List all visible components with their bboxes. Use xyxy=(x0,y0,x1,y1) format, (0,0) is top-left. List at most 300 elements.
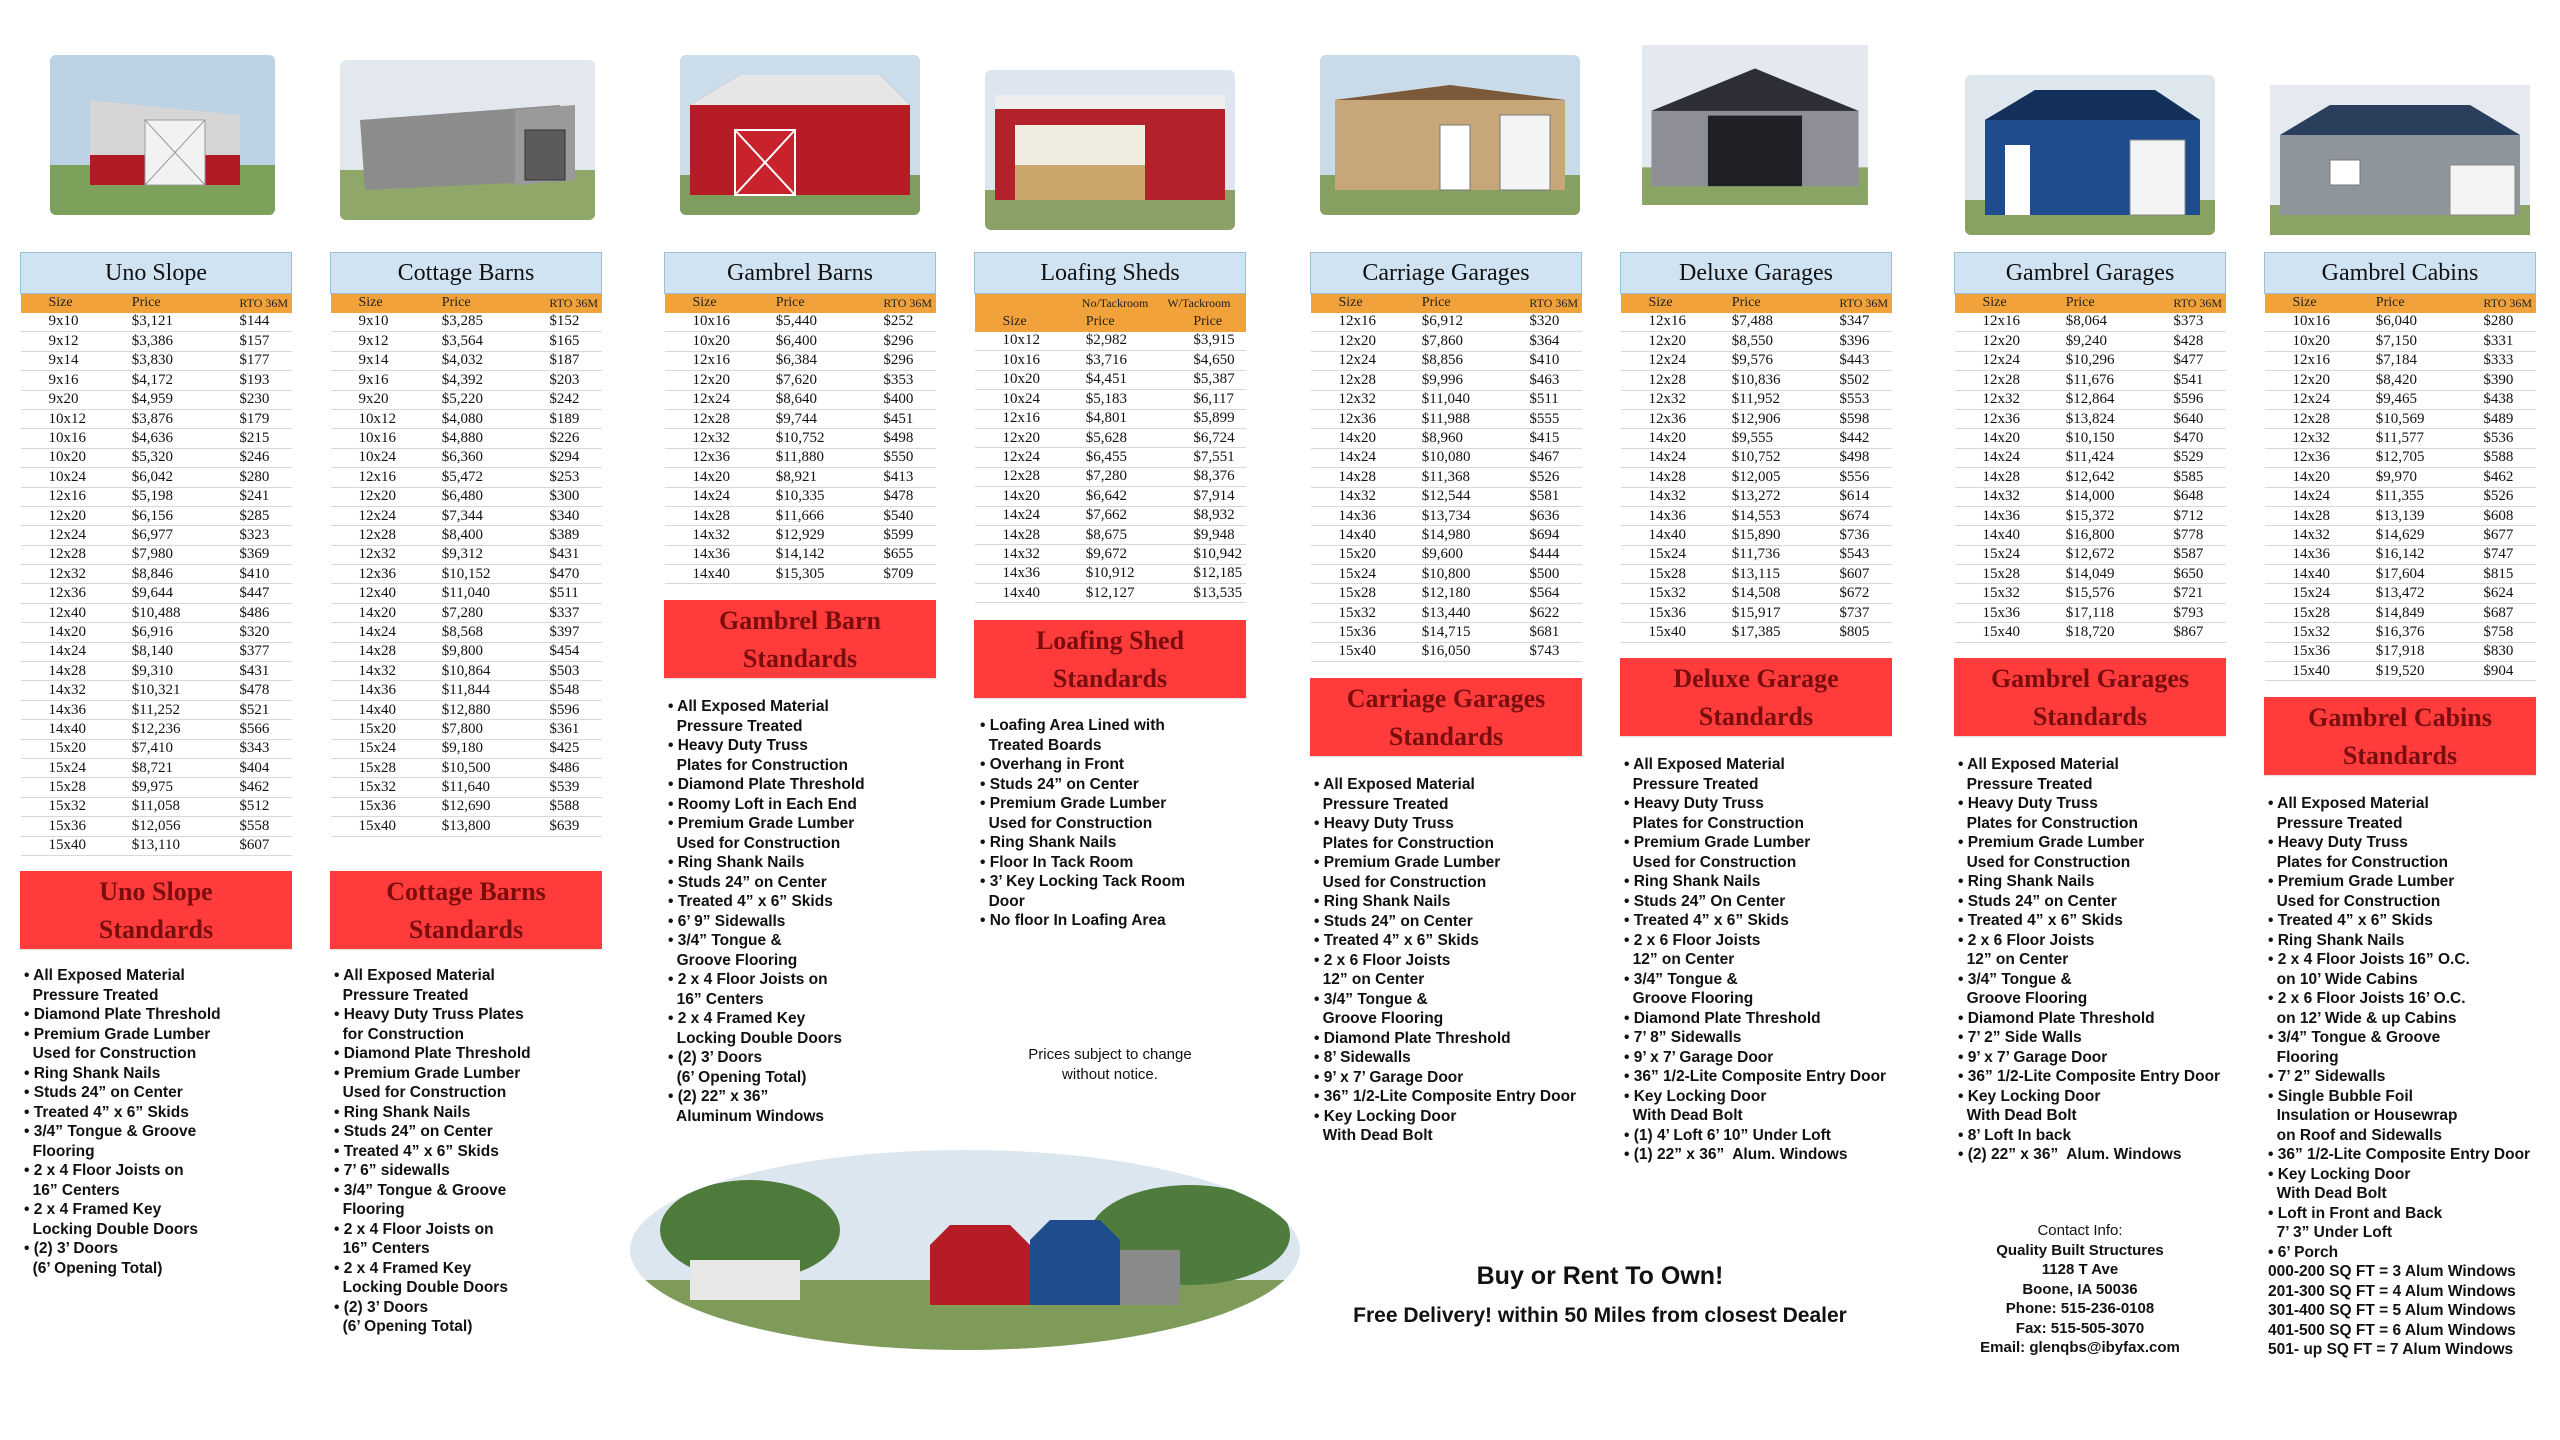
contact-heading: Contact Info: xyxy=(2037,1222,2123,1239)
rto-cell: $709 xyxy=(843,565,935,584)
feature-item: Locking Double Doors xyxy=(24,1220,198,1238)
feature-item: • 2 x 4 Framed Key xyxy=(24,1201,162,1218)
table-row xyxy=(665,409,936,428)
price-cell: $5,440 xyxy=(746,313,844,332)
price-cell: $9,975 xyxy=(102,778,200,797)
table-title: Deluxe Garages xyxy=(1621,253,1892,294)
price-cell: $10,752 xyxy=(1702,448,1800,467)
rto-cell: $596 xyxy=(509,700,601,719)
feature-item: • 7’ 6” sidewalls xyxy=(334,1162,450,1179)
size-cell: 12x24 xyxy=(1621,351,1702,370)
size-cell: 12x32 xyxy=(21,565,102,584)
price-cell: $14,715 xyxy=(1392,623,1490,642)
rto-cell: $425 xyxy=(509,739,601,758)
feature-item: • Premium Grade Lumber xyxy=(334,1064,521,1082)
rto-cell: $624 xyxy=(2443,584,2535,603)
rto-cell: $253 xyxy=(509,468,601,487)
size-cell: 12x20 xyxy=(331,487,412,506)
feature-item: • 3/4” Tongue & Groove xyxy=(2268,1029,2441,1046)
rto-cell: $397 xyxy=(509,623,601,642)
rto-header: RTO 36M xyxy=(2483,295,2533,310)
size-cell: 15x24 xyxy=(1311,565,1392,584)
rto-cell: $447 xyxy=(199,584,291,603)
rto-cell: $526 xyxy=(2443,487,2535,506)
size-cell: 12x24 xyxy=(21,526,102,545)
size-cell: 12x28 xyxy=(975,467,1056,486)
price-cell: $10,800 xyxy=(1392,565,1490,584)
rto-cell: $830 xyxy=(2443,642,2535,661)
feature-item: on 10’ Wide Cabins xyxy=(2268,970,2418,988)
feature-item: Plates for Construction xyxy=(668,756,848,774)
feature-item: • Diamond Plate Threshold xyxy=(1624,1009,1821,1027)
size-cell: 14x28 xyxy=(975,525,1056,544)
feature-item: Plates for Construction xyxy=(1958,814,2138,832)
feature-item: • 9’ x 7’ Garage Door xyxy=(1624,1048,1774,1066)
table-row xyxy=(975,390,1246,409)
rto-cell: $320 xyxy=(1489,313,1581,332)
feature-item: • Studs 24” on Center xyxy=(24,1084,183,1101)
cottage-barns-column xyxy=(330,252,602,837)
size-cell: 15x20 xyxy=(1311,545,1392,564)
price-cell: $6,040 xyxy=(2346,313,2444,332)
gambrel-cabins-features xyxy=(2268,794,2550,1360)
price-cell: $15,576 xyxy=(2036,584,2134,603)
table-row xyxy=(975,351,1246,370)
rto-cell: $867 xyxy=(2133,623,2225,642)
price-cell: $11,640 xyxy=(412,778,510,797)
price-cell: $4,959 xyxy=(102,390,200,409)
price-cell: $6,384 xyxy=(746,351,844,370)
size-cell: 12x28 xyxy=(331,526,412,545)
rto-cell: $477 xyxy=(2133,351,2225,370)
price-cell: $7,860 xyxy=(1392,332,1490,351)
rto-cell: $470 xyxy=(509,565,601,584)
price-cell: $14,142 xyxy=(746,545,844,564)
price-cell: $6,916 xyxy=(102,623,200,642)
price-cell: $12,705 xyxy=(2346,448,2444,467)
standards-subtitle: Standards xyxy=(1388,722,1504,751)
table-row xyxy=(331,526,602,545)
gambrel-barns-features xyxy=(668,697,950,1126)
rto-cell: $179 xyxy=(199,409,291,428)
table-row xyxy=(1955,584,2226,603)
rto-cell: $672 xyxy=(1799,584,1891,603)
table-row xyxy=(975,525,1246,544)
table-row xyxy=(1621,506,1892,525)
loafing-sheds-standards-banner xyxy=(974,620,1246,698)
carriage-garages-standards-banner xyxy=(1310,678,1582,756)
price-cell: $11,736 xyxy=(1702,545,1800,564)
table-row xyxy=(331,332,602,351)
feature-item: (6’ Opening Total) xyxy=(24,1259,163,1277)
feature-item: 12” on Center xyxy=(1624,951,1735,968)
size-cell: 14x32 xyxy=(21,681,102,700)
rto-cell: $353 xyxy=(843,371,935,390)
price-cell: $15,917 xyxy=(1702,603,1800,622)
size-cell: 14x24 xyxy=(1955,448,2036,467)
rto-cell: $246 xyxy=(199,448,291,467)
size-cell: 12x36 xyxy=(1621,409,1702,428)
cottage-barns-price-table xyxy=(330,252,602,837)
price-cell: $6,480 xyxy=(412,487,510,506)
size-cell: 14x20 xyxy=(21,623,102,642)
rto-cell: $462 xyxy=(199,778,291,797)
feature-item: • Premium Grade Lumber xyxy=(2268,873,2455,890)
price-cell: $2,982 xyxy=(1056,332,1154,351)
rto-cell: $410 xyxy=(199,565,291,584)
feature-item: • Premium Grade Lumber xyxy=(1958,834,2145,851)
price-cell: $17,604 xyxy=(2346,565,2444,584)
rto-cell: $498 xyxy=(843,429,935,448)
feature-item: • All Exposed Material xyxy=(1624,756,1785,773)
table-row xyxy=(2265,371,2536,390)
rto-cell: $564 xyxy=(1489,584,1581,603)
feature-item: • Studs 24” on Center xyxy=(668,873,827,891)
rto-cell: $747 xyxy=(2443,545,2535,564)
price-cell: $10,150 xyxy=(2036,429,2134,448)
price-cell: $7,280 xyxy=(412,603,510,622)
size-cell: 14x20 xyxy=(665,468,746,487)
gambrel-cabins-price-table xyxy=(2264,252,2536,681)
feature-item: • 6’ Porch xyxy=(2268,1243,2339,1261)
table-row xyxy=(1955,506,2226,525)
price-cell: $12,690 xyxy=(412,797,510,816)
feature-item: on Roof and Sidewalls xyxy=(2268,1126,2442,1144)
table-row xyxy=(331,739,602,758)
rto-cell: $778 xyxy=(2133,526,2225,545)
size-cell: 15x32 xyxy=(21,797,102,816)
table-row xyxy=(331,681,602,700)
size-cell: 14x28 xyxy=(1311,468,1392,487)
table-row xyxy=(331,371,602,390)
price-cell: $5,320 xyxy=(102,448,200,467)
rto-cell: $187 xyxy=(509,351,601,370)
price-cell: $14,508 xyxy=(1702,584,1800,603)
price-cell: $17,385 xyxy=(1702,623,1800,642)
table-row xyxy=(1621,429,1892,448)
feature-item: • Floor In Tack Room xyxy=(980,853,1134,871)
table-row xyxy=(665,313,936,332)
size-cell: 14x36 xyxy=(21,700,102,719)
contact-line: Boone, IA 50036 xyxy=(2022,1280,2138,1298)
price-header: Price xyxy=(131,295,161,311)
price-cell: $8,856 xyxy=(1392,351,1490,370)
loafing-sheds-column xyxy=(974,252,1246,603)
size-cell: 12x40 xyxy=(331,584,412,603)
rto-cell: $486 xyxy=(509,758,601,777)
table-row xyxy=(21,623,292,642)
price-cell: $9,800 xyxy=(412,642,510,661)
rto-cell: $454 xyxy=(509,642,601,661)
feature-item: • Ring Shank Nails xyxy=(24,1064,161,1082)
standards-title: Uno Slope xyxy=(99,877,213,906)
rto-cell: $470 xyxy=(2133,429,2225,448)
price-cell: $13,110 xyxy=(102,836,200,855)
table-row xyxy=(665,429,936,448)
price-cell: $7,344 xyxy=(412,506,510,525)
size-cell: 12x24 xyxy=(975,448,1056,467)
size-cell: 12x20 xyxy=(21,506,102,525)
uno-slope-photo xyxy=(50,55,275,215)
feature-item: Plates for Construction xyxy=(1314,834,1494,852)
feature-item: • Single Bubble Foil xyxy=(2268,1087,2413,1105)
size-header: Size xyxy=(358,295,383,311)
size-cell: 14x40 xyxy=(331,700,412,719)
rto-cell: $157 xyxy=(199,332,291,351)
size-cell: 12x20 xyxy=(665,371,746,390)
size-cell: 10x12 xyxy=(975,332,1056,351)
feature-item: • 36” 1/2-Lite Composite Entry Door xyxy=(1958,1068,2221,1085)
feature-item: 16” Centers xyxy=(24,1181,120,1199)
table-row xyxy=(21,681,292,700)
size-cell: 10x16 xyxy=(2265,313,2346,332)
promo-delivery: Free Delivery! within 50 Miles from closest Dealer xyxy=(1353,1304,1847,1327)
contact-line: Fax: 515-505-3070 xyxy=(2015,1319,2145,1337)
table-row xyxy=(21,351,292,370)
price-cell: $8,550 xyxy=(1702,332,1800,351)
table-row xyxy=(1311,487,1582,506)
rto-cell: $444 xyxy=(1489,545,1581,564)
size-cell: 14x40 xyxy=(975,584,1056,603)
table-row xyxy=(331,506,602,525)
rto-cell: $340 xyxy=(509,506,601,525)
table-row xyxy=(1621,565,1892,584)
feature-item: • Premium Grade Lumber xyxy=(980,795,1167,812)
price-cell: $16,376 xyxy=(2346,623,2444,642)
deluxe-garages-photo xyxy=(1635,45,1875,205)
table-row xyxy=(975,584,1246,603)
rto-cell: $608 xyxy=(2443,506,2535,525)
table-row xyxy=(331,351,602,370)
size-header: Size xyxy=(692,295,717,311)
size-cell: 15x32 xyxy=(2265,623,2346,642)
price-cell: $6,642 xyxy=(1056,487,1154,506)
table-row xyxy=(331,817,602,836)
price-cell: $3,564 xyxy=(412,332,510,351)
deluxe-garages-features xyxy=(1624,755,1906,1165)
size-cell: 14x40 xyxy=(1311,526,1392,545)
rto-cell: $241 xyxy=(199,487,291,506)
standards-title: Gambrel Cabins xyxy=(2308,703,2492,732)
size-cell: 14x36 xyxy=(665,545,746,564)
deluxe-garages-column xyxy=(1620,252,1892,643)
table-row xyxy=(21,797,292,816)
feature-item: • (2) 3’ Doors xyxy=(24,1240,119,1257)
table-row xyxy=(1955,429,2226,448)
rto-cell: $333 xyxy=(2443,351,2535,370)
feature-item: 201-300 SQ FT = 4 Alum Windows xyxy=(2268,1282,2516,1300)
rto-cell: $503 xyxy=(509,662,601,681)
size-cell: 12x36 xyxy=(1311,409,1392,428)
price-cell: $12,929 xyxy=(746,526,844,545)
table-row xyxy=(21,371,292,390)
size-cell: 12x28 xyxy=(1955,371,2036,390)
feature-item: Used for Construction xyxy=(1958,853,2131,871)
rto-cell: $596 xyxy=(2133,390,2225,409)
rto-cell: $331 xyxy=(2443,332,2535,351)
table-row xyxy=(2265,642,2536,661)
feature-item: • 2 x 4 Floor Joists on xyxy=(334,1220,494,1238)
price-cell: $18,720 xyxy=(2036,623,2134,642)
feature-item: • Key Locking Door xyxy=(1624,1087,1767,1105)
table-row xyxy=(665,371,936,390)
price-cell: $8,640 xyxy=(746,390,844,409)
rto-cell: $431 xyxy=(199,662,291,681)
price-cell: $9,744 xyxy=(746,409,844,428)
price-cell: $6,400 xyxy=(746,332,844,351)
table-row xyxy=(1955,351,2226,370)
price-cell: $14,049 xyxy=(2036,565,2134,584)
table-row xyxy=(2265,545,2536,564)
size-cell: 15x40 xyxy=(331,817,412,836)
feature-item: • 2 x 6 Floor Joists xyxy=(1624,931,1761,949)
price-cell: $4,801 xyxy=(1056,409,1154,428)
feature-item: • Key Locking Door xyxy=(2268,1165,2411,1183)
feature-item: • Heavy Duty Truss xyxy=(1314,815,1454,832)
rto-cell: $511 xyxy=(1489,390,1581,409)
size-cell: 10x12 xyxy=(331,409,412,428)
size-cell: 9x16 xyxy=(21,371,102,390)
table-row xyxy=(21,468,292,487)
price-cell: $12,056 xyxy=(102,817,200,836)
table-row xyxy=(1621,603,1892,622)
rto-cell: $296 xyxy=(843,332,935,351)
rto-cell: $677 xyxy=(2443,526,2535,545)
size-cell: 12x16 xyxy=(1311,313,1392,332)
size-cell: 12x36 xyxy=(1955,409,2036,428)
rto-cell: $8,376 xyxy=(1153,467,1245,486)
price-cell: $7,800 xyxy=(412,720,510,739)
feature-item: Insulation or Housewrap xyxy=(2268,1107,2458,1124)
feature-item: • Treated 4” x 6” Skids xyxy=(2268,912,2433,929)
table-row xyxy=(331,565,602,584)
table-row xyxy=(331,603,602,622)
rto-cell: $390 xyxy=(2443,371,2535,390)
price-cell: $3,285 xyxy=(412,313,510,332)
size-cell: 10x24 xyxy=(331,448,412,467)
size-cell: 12x28 xyxy=(665,409,746,428)
price-cell: $5,628 xyxy=(1056,428,1154,447)
size-cell: 12x20 xyxy=(2265,371,2346,390)
feature-item: • Premium Grade Lumber xyxy=(668,815,855,832)
rto-cell: $556 xyxy=(1799,468,1891,487)
table-row xyxy=(331,313,602,332)
feature-item: • Studs 24” On Center xyxy=(1624,892,1786,910)
rto-cell: $598 xyxy=(1799,409,1891,428)
feature-item: • 2 x 4 Framed Key xyxy=(668,1010,806,1027)
feature-item: • All Exposed Material xyxy=(668,698,829,715)
size-cell: 14x40 xyxy=(1955,526,2036,545)
rto-cell: $177 xyxy=(199,351,291,370)
rto-cell: $152 xyxy=(509,313,601,332)
rto-cell: $323 xyxy=(199,526,291,545)
feature-item: Pressure Treated xyxy=(668,717,803,735)
gambrel-cabins-standards-banner xyxy=(2264,697,2536,775)
rto-cell: $614 xyxy=(1799,487,1891,506)
price-cell: $11,424 xyxy=(2036,448,2134,467)
table-row xyxy=(1955,468,2226,487)
price-cell: $7,150 xyxy=(2346,332,2444,351)
table-row xyxy=(1311,409,1582,428)
rto-cell: $443 xyxy=(1799,351,1891,370)
table-row xyxy=(1955,565,2226,584)
size-cell: 14x32 xyxy=(975,545,1056,564)
table-row xyxy=(1621,584,1892,603)
feature-item: Pressure Treated xyxy=(1624,775,1759,793)
size-cell: 14x20 xyxy=(2265,468,2346,487)
feature-item: With Dead Bolt xyxy=(2268,1185,2387,1202)
no-tackroom-header: No/Tackroom xyxy=(1081,295,1149,310)
feature-item: • 8’ Loft In back xyxy=(1958,1126,2072,1144)
table-row xyxy=(1621,468,1892,487)
price-cell: $4,451 xyxy=(1056,370,1154,389)
price-cell: $11,988 xyxy=(1392,409,1490,428)
carriage-garages-features xyxy=(1314,775,1596,1146)
size-cell: 14x24 xyxy=(1311,448,1392,467)
price-cell: $12,180 xyxy=(1392,584,1490,603)
price-cell: $8,721 xyxy=(102,758,200,777)
size-cell: 15x28 xyxy=(1311,584,1392,603)
size-cell: 14x36 xyxy=(331,681,412,700)
feature-item: Flooring xyxy=(2268,1048,2339,1066)
price-cell: $11,844 xyxy=(412,681,510,700)
table-row xyxy=(21,836,292,855)
rto-cell: $540 xyxy=(843,506,935,525)
price-cell: $13,440 xyxy=(1392,603,1490,622)
rto-cell: $442 xyxy=(1799,429,1891,448)
size-cell: 10x20 xyxy=(975,370,1056,389)
price-cell: $11,952 xyxy=(1702,390,1800,409)
standards-title: Cottage Barns xyxy=(386,877,546,906)
standards-subtitle: Standards xyxy=(2342,741,2458,770)
price-cell: $12,127 xyxy=(1056,584,1154,603)
feature-item: • 3/4” Tongue & xyxy=(1958,970,2072,988)
rto-cell: $526 xyxy=(1489,468,1581,487)
rto-cell: $3,915 xyxy=(1153,332,1245,351)
loafing-sheds-price-table xyxy=(974,252,1246,603)
table-row xyxy=(1621,545,1892,564)
rto-cell: $242 xyxy=(509,390,601,409)
rto-cell: $410 xyxy=(1489,351,1581,370)
size-cell: 15x28 xyxy=(1621,565,1702,584)
size-cell: 14x24 xyxy=(331,623,412,642)
rto-cell: $502 xyxy=(1799,371,1891,390)
table-row xyxy=(331,778,602,797)
rto-header: RTO 36M xyxy=(883,295,933,310)
table-title: Gambrel Barns xyxy=(665,253,936,294)
table-title: Gambrel Garages xyxy=(1955,253,2226,294)
table-row xyxy=(1955,313,2226,332)
price-cell: $8,675 xyxy=(1056,525,1154,544)
rto-cell: $5,387 xyxy=(1153,370,1245,389)
uno-slope-column xyxy=(20,252,292,856)
rto-cell: $585 xyxy=(2133,468,2225,487)
price-cell: $8,568 xyxy=(412,623,510,642)
feature-item: • Studs 24” on Center xyxy=(980,775,1139,793)
table-row xyxy=(331,429,602,448)
size-cell: 14x36 xyxy=(1955,506,2036,525)
contact-email[interactable]: Email: glenqbs@ibyfax.com xyxy=(1980,1339,2180,1356)
price-cell: $7,980 xyxy=(102,545,200,564)
table-row xyxy=(665,565,936,584)
price-cell: $10,500 xyxy=(412,758,510,777)
price-header: Price xyxy=(2375,295,2405,311)
table-title: Gambrel Cabins xyxy=(2265,253,2536,294)
price-cell: $12,672 xyxy=(2036,545,2134,564)
table-row xyxy=(1311,565,1582,584)
rto-cell: $674 xyxy=(1799,506,1891,525)
size-header: Size xyxy=(48,295,73,311)
